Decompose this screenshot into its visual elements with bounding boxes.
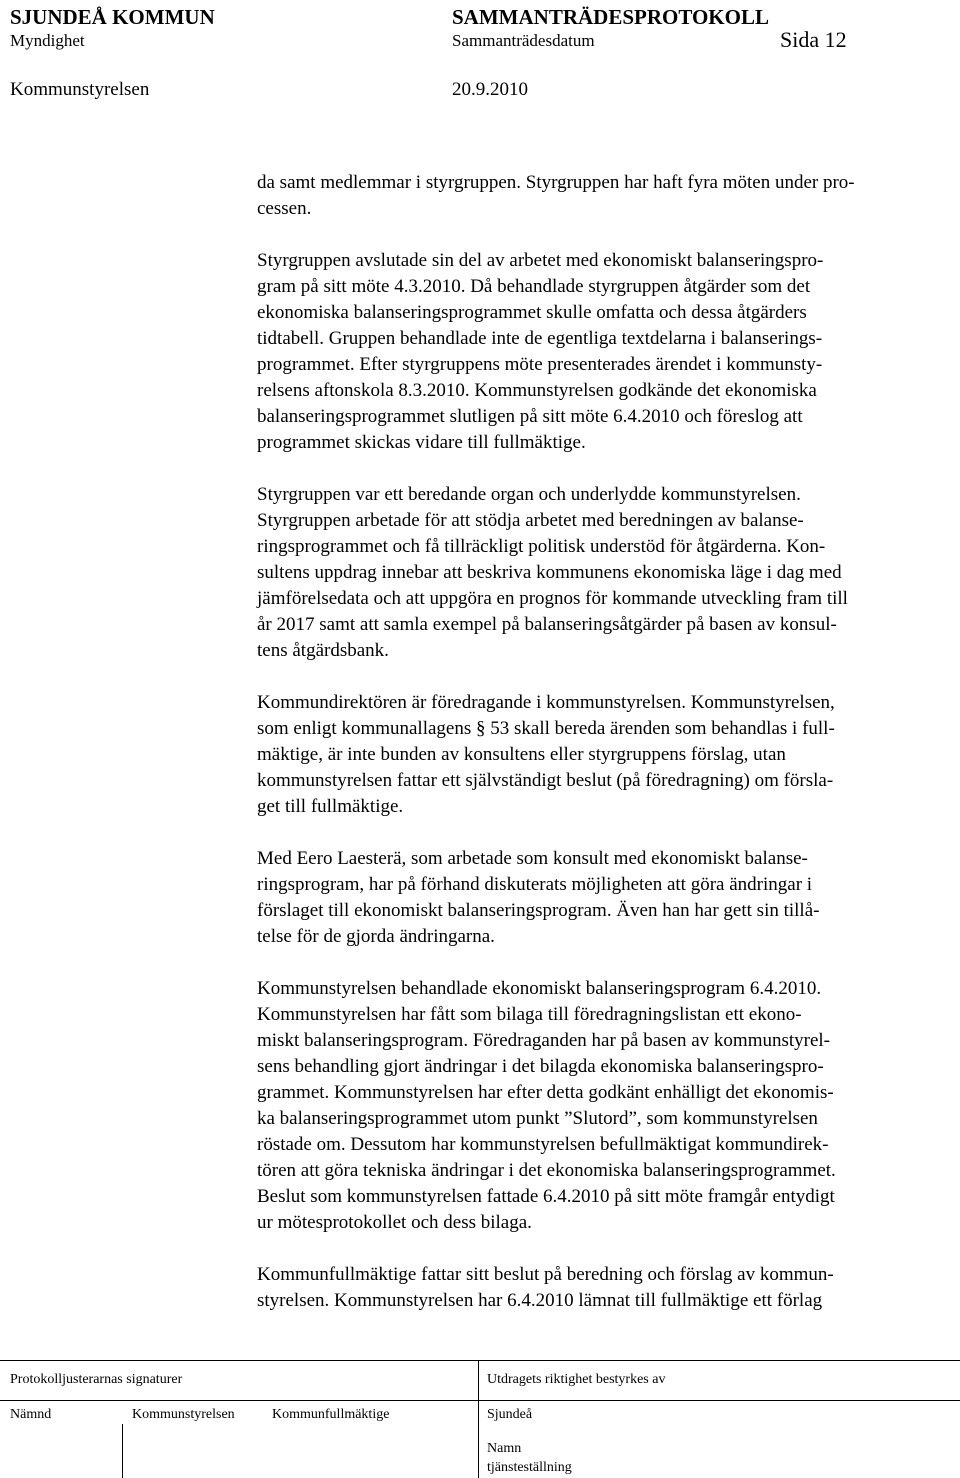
signature-footer [0, 1360, 960, 1478]
page-number: Sida 12 [780, 27, 847, 52]
text-line: Beslut som kommunstyrelsen fattade 6.4.2010 på sitt möte framgår entydigt [257, 1186, 835, 1207]
paragraph [257, 248, 957, 456]
signature-box-divider [122, 1424, 123, 1478]
org-name: SJUNDEÅ KOMMUN [10, 5, 215, 29]
footer-divider [478, 1360, 479, 1478]
text-line: ur mötesprotokollet och dess bilaga. [257, 1212, 532, 1233]
text-line: gram på sitt möte 4.3.2010. Då behandlade styrgruppen åtgärder som det [257, 276, 811, 297]
text-line: balanseringsprogrammet slutligen på sitt möte 6.4.2010 och föreslog att [257, 406, 803, 427]
text-line: get till fullmäktige. [257, 796, 404, 817]
text-line: cessen. [257, 198, 312, 219]
document-type: SAMMANTRÄDESPROTOKOLL [452, 5, 769, 29]
text-line: ringsprogrammet och få tillräckligt politisk understöd för åtgärderna. Kon- [257, 536, 826, 557]
text-line: da samt medlemmar i styrgruppen. Styrgruppen har haft fyra möten under pro- [257, 172, 855, 193]
authority-name: Kommunstyrelsen [10, 79, 150, 100]
text-line: programmet skickas vidare till fullmäktige. [257, 432, 586, 453]
footer-top-rule [0, 1360, 960, 1361]
position-label: tjänsteställning [487, 1460, 572, 1475]
text-line: Med Eero Laesterä, som arbetade som konsult med ekonomiskt balanse- [257, 848, 808, 869]
text-line: röstade om. Dessutom har kommunstyrelsen befullmäktigat kommundirek- [257, 1134, 829, 1155]
text-line: ringsprogram, har på förhand diskuterats möjligheten att göra ändringar i [257, 874, 813, 895]
text-line: sultens uppdrag innebar att beskriva kommunens ekonomiska läge i dag med [257, 562, 842, 583]
certified-label: Utdragets riktighet bestyrkes av [487, 1372, 666, 1387]
text-line: Kommunstyrelsen behandlade ekonomiskt balanseringsprogram 6.4.2010. [257, 978, 822, 999]
text-line: Kommunstyrelsen har fått som bilaga till föredragningslistan ett ekono- [257, 1004, 802, 1025]
column-kommunfullmaktige: Kommunfullmäktige [272, 1407, 390, 1422]
text-line: förslaget till ekonomiskt balanseringsprogram. Även han har gett sin tillå- [257, 900, 820, 921]
text-line: telse för de gjorda ändringarna. [257, 926, 495, 947]
paragraph [257, 482, 957, 664]
text-line: sens behandling gjort ändringar i det bilagda ekonomiska balanseringspro- [257, 1056, 824, 1077]
text-line: programmet. Efter styrgruppens möte presenterades ärendet i kommunsty- [257, 354, 823, 375]
namnd-label: Nämnd [10, 1407, 52, 1422]
text-line: som enligt kommunallagens § 53 skall bereda ärenden som behandlas i full- [257, 718, 835, 739]
paragraph [257, 170, 957, 222]
paragraph [257, 690, 957, 820]
text-line: Styrgruppen arbetade för att stödja arbetet med beredningen av balanse- [257, 510, 804, 531]
text-line: Kommunfullmäktige fattar sitt beslut på beredning och förslag av kommun- [257, 1264, 834, 1285]
text-line: mäktige, är inte bunden av konsultens eller styrgruppens förslag, utan [257, 744, 786, 765]
paragraph [257, 846, 957, 950]
text-line: tens åtgärdsbank. [257, 640, 389, 661]
text-line: tören att göra tekniska ändringar i det ekonomiska balanseringsprogrammet. [257, 1160, 836, 1181]
footer-row-rule [0, 1400, 960, 1401]
protocol-body [257, 170, 957, 1314]
text-line: miskt balanseringsprogram. Föredraganden har på basen av kommunstyrel- [257, 1030, 831, 1051]
authority-label: Myndighet [10, 31, 85, 50]
text-line: Styrgruppen var ett beredande organ och underlydde kommunstyrelsen. [257, 484, 801, 505]
paragraph [257, 976, 957, 1236]
text-line: tidtabell. Gruppen behandlade inte de egentliga textdelarna i balanserings- [257, 328, 823, 349]
text-line: styrelsen. Kommunstyrelsen har 6.4.2010 lämnat till fullmäktige ett förlag [257, 1290, 823, 1311]
text-line: Styrgruppen avslutade sin del av arbetet med ekonomiskt balanseringspro- [257, 250, 824, 271]
paragraph [257, 1262, 957, 1314]
name-label: Namn [487, 1441, 522, 1456]
text-line: grammet. Kommunstyrelsen har efter detta godkänt enhälligt det ekonomis- [257, 1082, 834, 1103]
signatures-label: Protokolljusterarnas signaturer [10, 1372, 183, 1387]
text-line: ekonomiska balanseringsprogrammet skulle omfatta och dessa åtgärders [257, 302, 807, 323]
text-line: Kommundirektören är föredragande i kommunstyrelsen. Kommunstyrelsen, [257, 692, 835, 713]
place-name: Sjundeå [487, 1407, 533, 1422]
date-label: Sammanträdesdatum [452, 31, 595, 50]
text-line: relsens aftonskola 8.3.2010. Kommunstyrelsen godkände det ekonomiska [257, 380, 817, 401]
text-line: jämförelsedata och att uppgöra en prognos för kommande utveckling fram till [257, 588, 848, 609]
text-line: kommunstyrelsen fattar ett självständigt beslut (på föredragning) om försla- [257, 770, 834, 791]
meeting-date: 20.9.2010 [452, 79, 528, 100]
text-line: ka balanseringsprogrammet utom punkt ”Slutord”, som kommunstyrelsen [257, 1108, 818, 1129]
text-line: år 2017 samt att samla exempel på balanseringsåtgärder på basen av konsul- [257, 614, 837, 635]
column-kommunstyrelsen: Kommunstyrelsen [132, 1407, 235, 1422]
